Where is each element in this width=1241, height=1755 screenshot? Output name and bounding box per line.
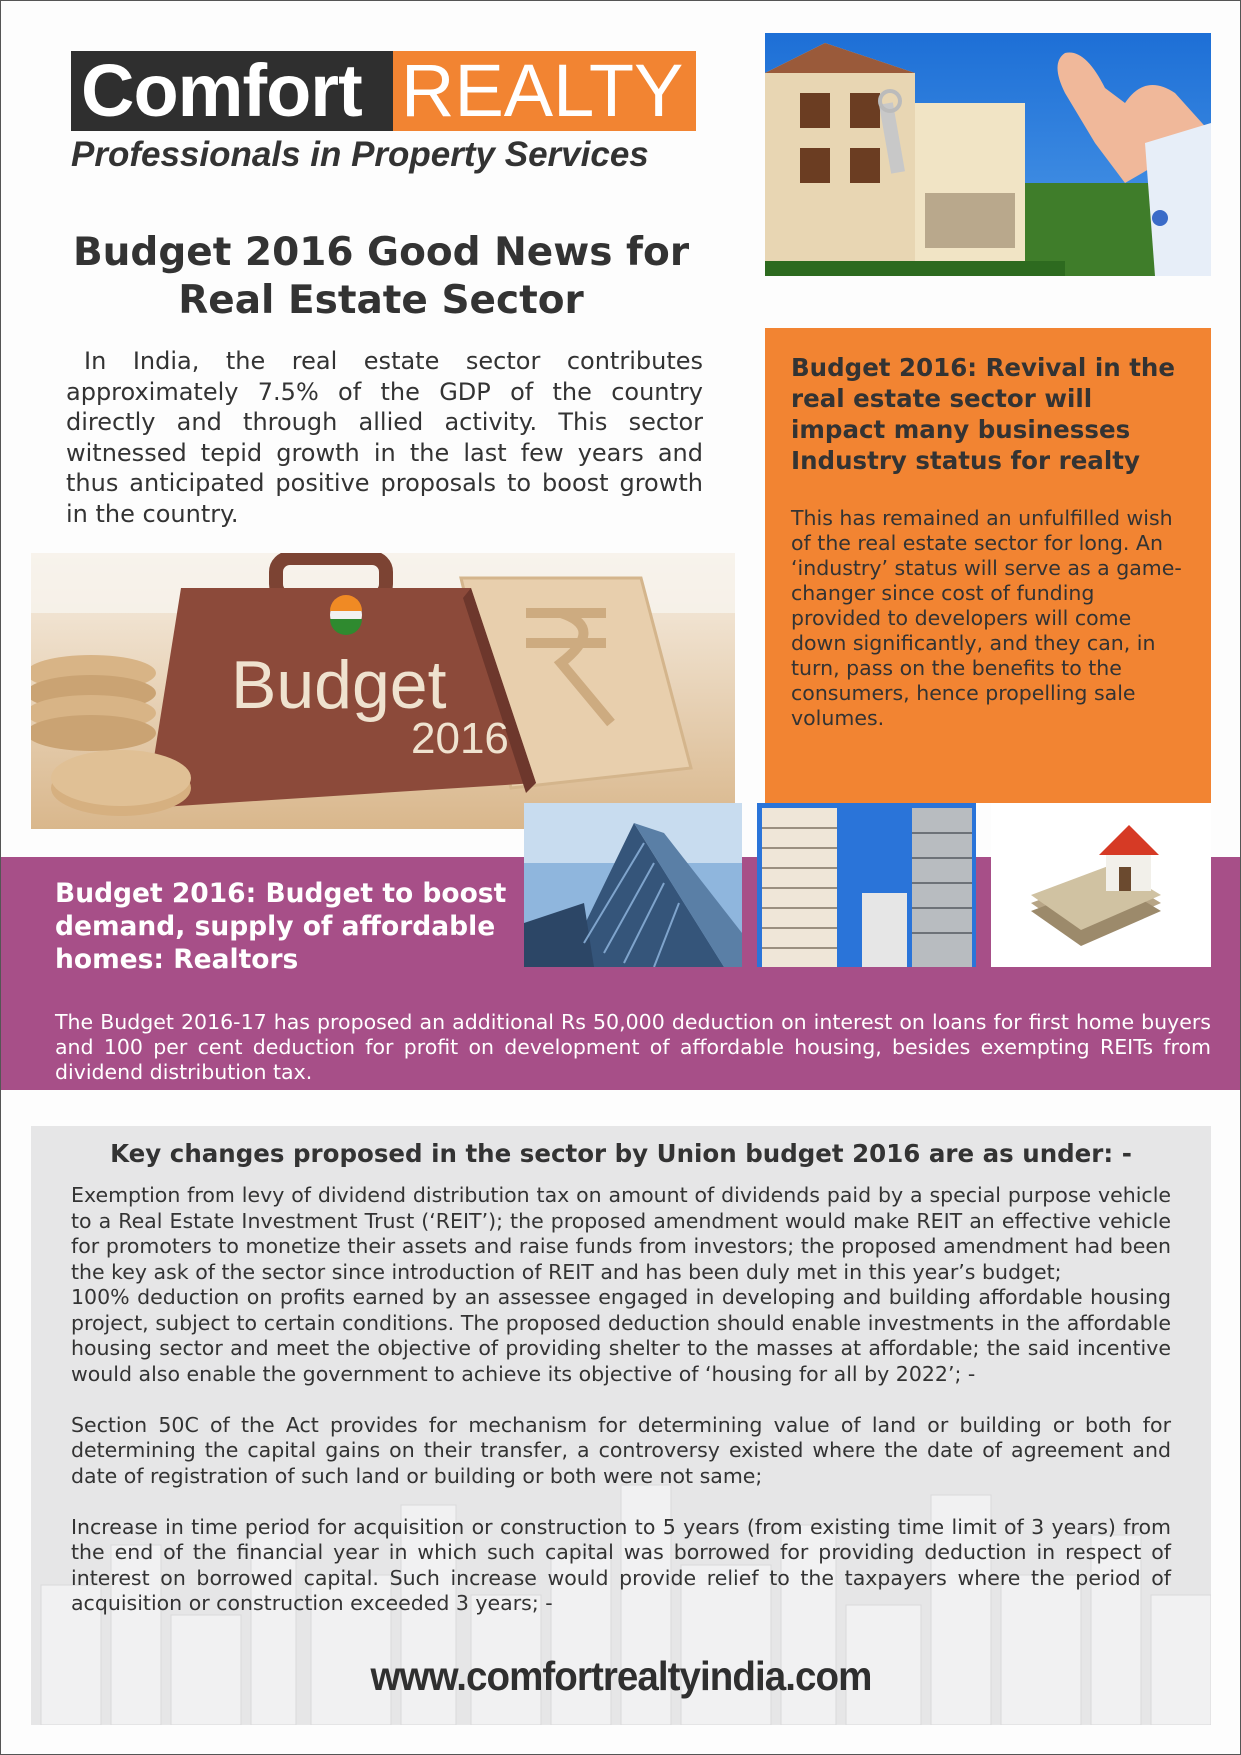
company-logo <box>71 51 696 131</box>
budget-2016-sand-image <box>31 553 735 829</box>
affordable-paragraph: The Budget 2016-17 has proposed an additional Rs 50,000 deduction on interest on loans for first home buyers and 100 per cent deduction for profit on development of affordable housing, besides exempting REITs from dividend distribution tax. <box>55 1010 1211 1084</box>
residential-towers-image <box>757 803 976 967</box>
house-on-money-image <box>991 803 1211 967</box>
key-change-item: Section 50C of the Act provides for mechanism for determining value of land or building or both for determining the capital gains on their transfer, a controversy existed where the date of agreement and date of registration of such land or building or both were not same; <box>71 1412 1171 1488</box>
logo-word-realty: REALTY <box>393 51 696 131</box>
logo-word-comfort: Comfort <box>71 51 393 131</box>
key-changes-list <box>71 1183 1171 1617</box>
revival-paragraph: This has remained an unfulfilled wish of the real estate sector for long. An ‘industry’ status will serve as a game-changer since cost of funding provided to developers will come down significantly, and they can, in turn, pass on the benefits to the consumers, hence propelling sale volumes. <box>791 506 1182 730</box>
revival-heading: Budget 2016: Revival in the real estate sector will impact many businesses Industry status for realty <box>791 353 1175 475</box>
key-change-item: Increase in time period for acquisition or construction to 5 years (from existing time limit of 3 years) from the end of the financial year in which such capital was borrowed for providing deduction in respect of interest on borrowed capital. Such increase would provide relief to the taxpayers where the period of acquisition or construction exceeded 3 years; - <box>71 1514 1171 1615</box>
company-tagline: Professionals in Property Services <box>71 135 649 174</box>
website-url[interactable]: www.comfortrealtyindia.com <box>370 1653 872 1699</box>
affordable-heading: Budget 2016: Budget to boost demand, supply of affordable homes: Realtors <box>55 878 507 975</box>
glass-tower-image <box>524 803 742 967</box>
key-change-item: 100% deduction on profits earned by an assessee engaged in developing and building affordable housing project, subject to certain conditions. The proposed deduction should enable investments in the affordable housing sector and meet the objective of providing shelter to the masses at affordable; the said incentive would also enable the government to achieve its objective of ‘housing for all by 2022’; - <box>71 1285 1171 1386</box>
intro-paragraph: In India, the real estate sector contributes approximately 7.5% of the GDP of the country directly and through allied activity. This sector witnessed tepid growth in the last few years and thus anticipated positive proposals to boost growth in the country. <box>66 347 703 528</box>
briefcase-budget-label: Budget <box>231 647 447 723</box>
page-title: Budget 2016 Good News for Real Estate Sector <box>72 230 690 323</box>
key-change-item: Exemption from levy of dividend distribution tax on amount of dividends paid by a special purpose vehicle to a Real Estate Investment Trust (‘REIT’); the proposed amendment would make REIT an effective vehicle for promoters to monetize their assets and raise funds from investors; the proposed amendment had been the key ask of the sector since introduction of REIT and has been duly met in this year’s budget; <box>71 1183 1171 1284</box>
revival-info-box <box>765 328 1211 803</box>
key-changes-heading: Key changes proposed in the sector by Union budget 2016 are as under: - <box>110 1139 1132 1168</box>
house-keys-image <box>765 33 1211 276</box>
briefcase-year-label: 2016 <box>411 714 509 763</box>
